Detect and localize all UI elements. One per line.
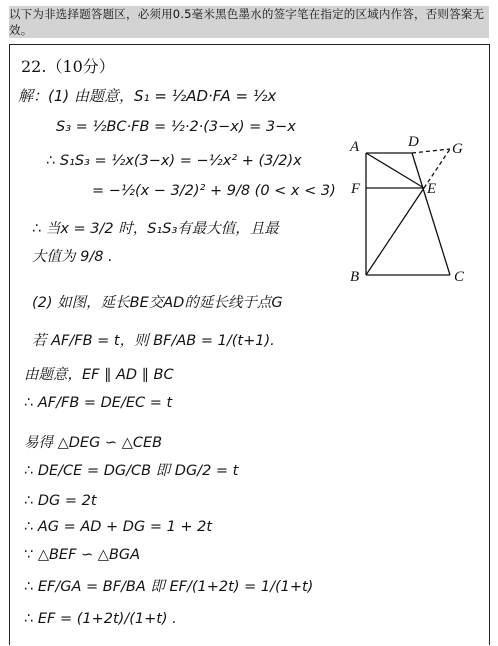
point-label-E: E <box>427 181 437 197</box>
segment-BE <box>366 188 424 275</box>
segment-DC <box>412 153 450 275</box>
solution-line-12: ∴ DE/CE = DG/CB 即 DG/2 = t <box>24 463 239 479</box>
point-label-B: B <box>350 269 360 281</box>
point-label-F: F <box>351 181 361 197</box>
solution-line-3: ∴ S₁S₃ = ½x(3−x) = −½x² + (3/2)x <box>46 153 302 169</box>
answer-box <box>9 44 490 645</box>
solution-line-14: ∴ AG = AD + DG = 1 + 2t <box>24 519 213 535</box>
question-number: 22.（10分） <box>21 57 115 76</box>
solution-line-13: ∴ DG = 2t <box>24 493 97 509</box>
solution-line-5: ∴ 当x = 3/2 时，S₁S₃有最大值，且最 <box>32 221 279 237</box>
solution-line-16: ∴ EF/GA = BF/BA 即 EF/(1+2t) = 1/(1+t) <box>24 579 314 595</box>
solution-line-15: ∵ △BEF ∽ △BGA <box>24 547 141 563</box>
point-label-A: A <box>350 139 360 155</box>
answer-area-notice: 以下为非选择题答题区，必须用0.5毫米黑色墨水的签字笔在指定的区域内作答，否则答案无效。 <box>9 6 489 38</box>
solution-line-17: ∴ EF = (1+2t)/(1+t) . <box>24 611 177 627</box>
solution-line-11: 易得 △DEG ∽ △CEB <box>24 435 163 451</box>
point-label-C: C <box>454 269 465 281</box>
solution-line-10: ∴ AF/FB = DE/EC = t <box>24 395 173 411</box>
solution-line-6: 大值为 9/8 . <box>32 249 113 265</box>
segment-AE <box>366 153 424 188</box>
point-label-D: D <box>408 134 419 150</box>
solution-line-9: 由题意，EF ∥ AD ∥ BC <box>24 367 174 383</box>
geometry-figure <box>342 131 482 281</box>
point-label-G: G <box>452 141 463 157</box>
solution-line-4: = −½(x − 3/2)² + 9/8 (0 < x < 3) <box>92 183 336 199</box>
solution-line-1: 解：(1) 由题意，S₁ = ½AD·FA = ½x <box>18 87 277 105</box>
solution-line-8: 若 AF/FB = t，则 BF/AB = 1/(t+1). <box>32 333 275 349</box>
solution-line-7: (2) 如图，延长BE交AD的延长线于点G <box>32 295 283 311</box>
solution-line-2: S₃ = ½BC·FB = ½·2·(3−x) = 3−x <box>56 119 296 135</box>
